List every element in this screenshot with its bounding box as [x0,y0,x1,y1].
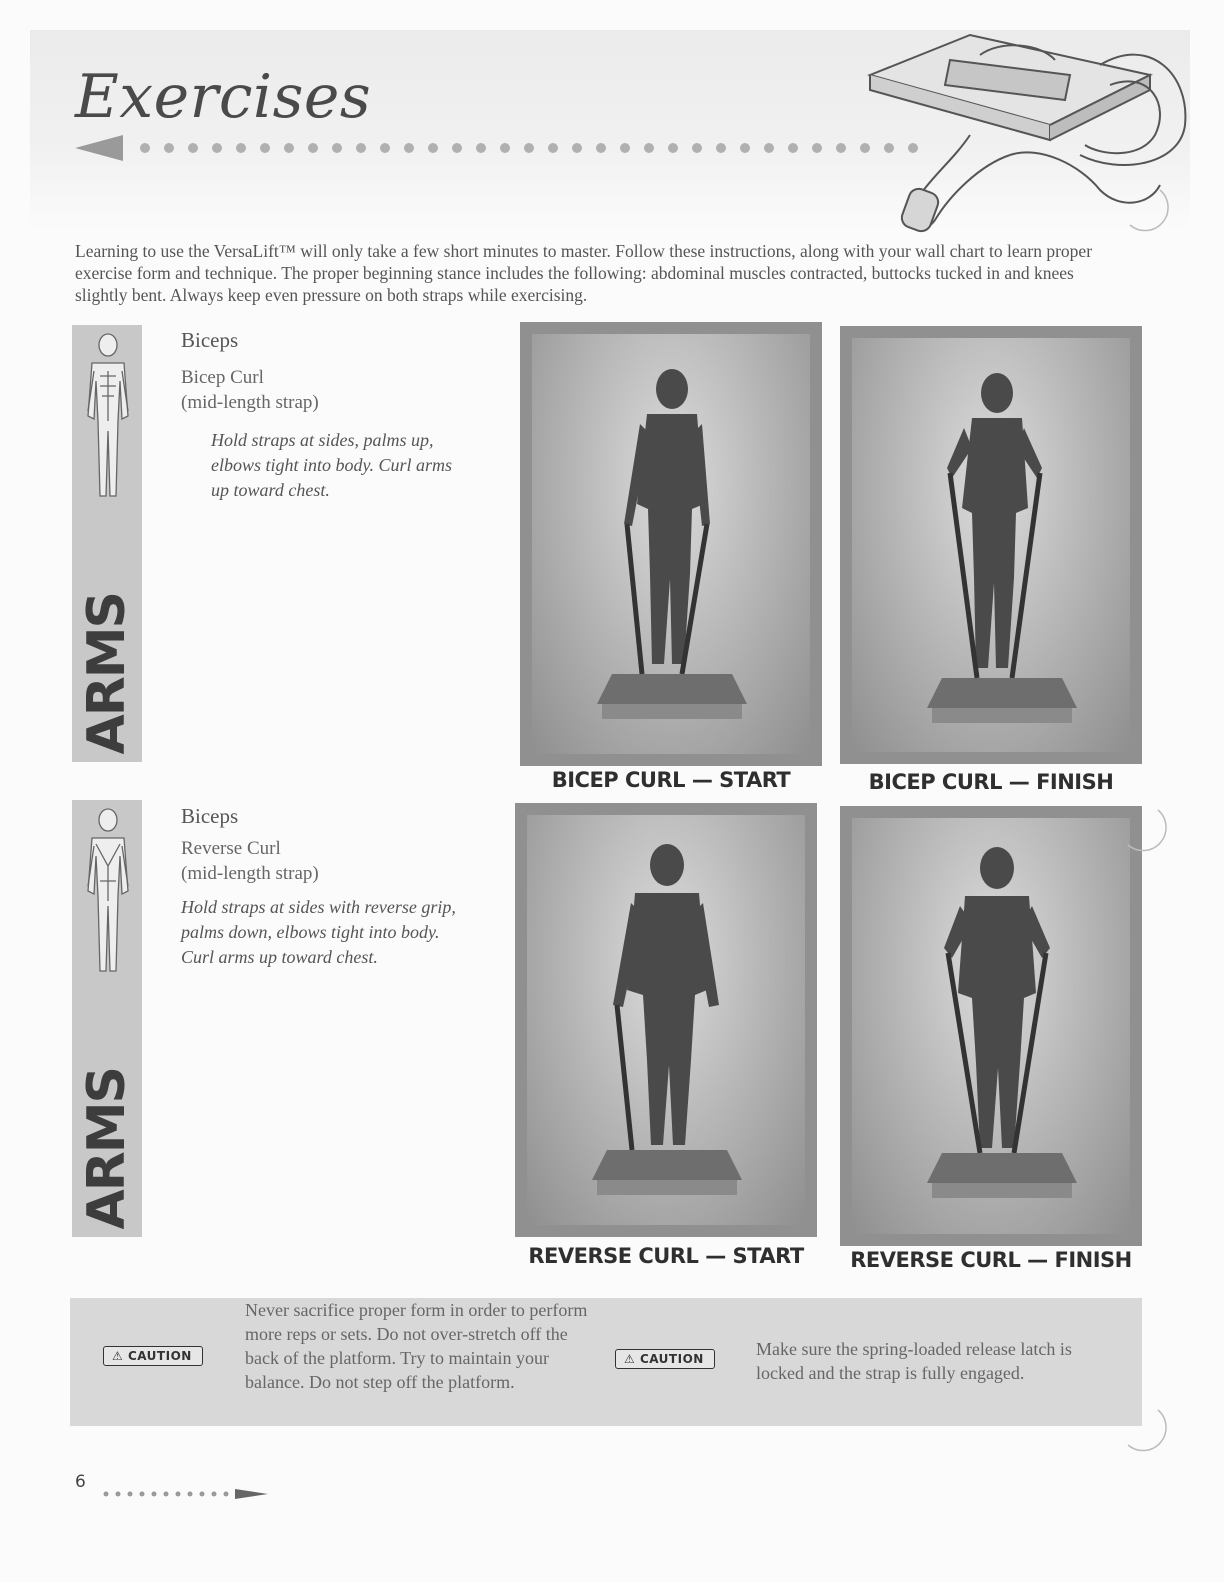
caution-badge-label: CAUTION [127,1349,192,1363]
warning-triangle-icon: ⚠ [112,1349,124,1363]
caption-bicep-curl-start: BICEP CURL — START [551,768,791,792]
binder-hole-mark [1118,800,1168,860]
binder-hole-mark [1120,180,1170,240]
photo-reverse-curl-finish [840,806,1142,1246]
page-number: 6 [75,1472,86,1492]
photo-bicep-curl-start [520,322,822,766]
exercise-description: Hold straps at sides, palms up, elbows tight into body. Curl arms up toward chest. [211,430,453,500]
caution-badge [103,1346,203,1366]
exercise-name: Reverse Curl [181,838,281,859]
caution-badge [615,1349,715,1369]
muscle-group-title: Biceps [181,804,239,828]
dotted-rule-right-arrow [100,1484,270,1504]
man-exercising-silhouette [527,815,805,1225]
photo-bicep-curl-finish [840,326,1142,764]
strap-length-note: (mid-length strap) [181,863,319,884]
photo-reverse-curl-start [515,803,817,1237]
muscle-group-title: Biceps [181,328,239,352]
woman-exercising-silhouette [532,334,810,754]
caption-bicep-curl-finish: BICEP CURL — FINISH [868,770,1114,794]
page-title: Exercises [75,62,372,132]
arms-tab-label: ARMS [77,592,137,754]
exercise-name: Bicep Curl [181,367,264,388]
binder-hole-mark [1118,1400,1168,1460]
caption-reverse-curl-start: REVERSE CURL — START [528,1244,804,1268]
caption-reverse-curl-finish: REVERSE CURL — FINISH [850,1248,1132,1272]
arms-side-tab [72,325,142,762]
caution-text: Never sacrifice proper form in order to perform more reps or sets. Do not over-stretch off the back of the platform. Try to maintain your balance. Do not step off the platform. [245,1300,588,1392]
warning-triangle-icon: ⚠ [624,1352,636,1366]
caution-badge-label: CAUTION [639,1352,704,1366]
man-curling-silhouette [852,818,1130,1234]
exercise-description: Hold straps at sides with reverse grip, palms down, elbows tight into body. Curl arms up toward chest. [181,897,456,967]
woman-curling-silhouette [852,338,1130,752]
intro-paragraph: Learning to use the VersaLift™ will only take a few short minutes to master. Follow these instructions, along with your wall chart to learn proper exercise form and technique. The proper beginning stance includes the following: abdominal muscles contracted, buttocks tucked in and knees slightly bent. Always keep even pressure on both straps while exercising. [75,241,1093,305]
caution-text: Make sure the spring-loaded release latch is locked and the strap is fully engaged. [756,1339,1072,1383]
dotted-rule-left-arrow [75,133,935,163]
strap-length-note: (mid-length strap) [181,392,319,413]
front-body-muscle-diagram-icon [82,331,134,501]
arms-tab-label: ARMS [77,1067,137,1229]
arms-side-tab [72,800,142,1237]
back-body-muscle-diagram-icon [82,806,134,976]
